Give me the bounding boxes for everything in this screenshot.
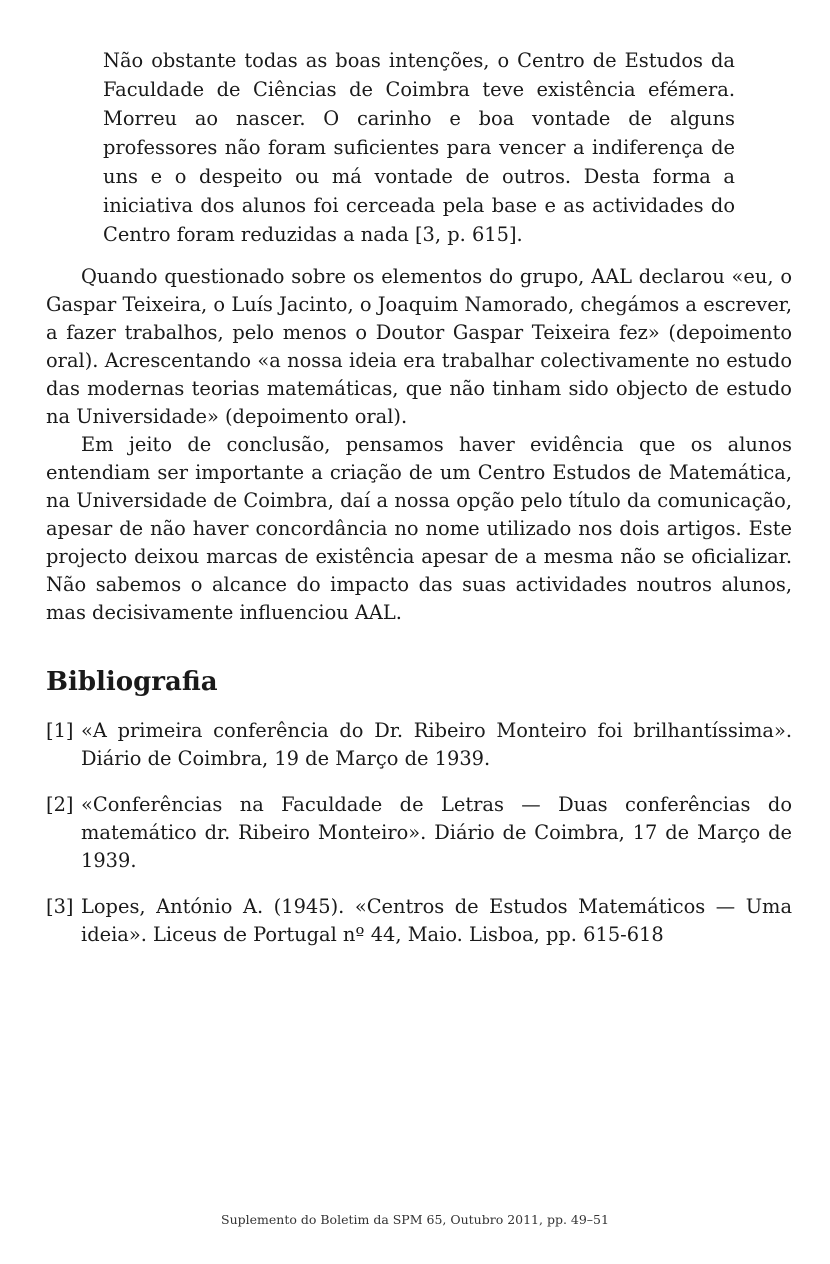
- bibliography-item: [46, 791, 792, 875]
- bibliography-list: [46, 717, 792, 949]
- bibliography-item-number: [2]: [46, 793, 74, 816]
- bibliography-item-text: «A primeira conferência do Dr. Ribeiro Monteiro foi brilhantíssima». Diário de Coimbra, 19 de Março de 1939.: [81, 719, 792, 770]
- bibliography-item-number: [3]: [46, 895, 74, 918]
- block-quote: Não obstante todas as boas intenções, o Centro de Estudos da Faculdade de Ciências de Coimbra teve existência efémera. Morreu ao nascer. O carinho e boa vontade de alguns professores não foram suficientes para vencer a indiferença de uns e o despeito ou má vontade de outros. Desta forma a iniciativa dos alunos foi cerceada pela base e as actividades do Centro foram reduzidas a nada [3, p. 615].: [103, 49, 735, 246]
- bibliography-item-number: [1]: [46, 719, 74, 742]
- bibliography-item-text: «Conferências na Faculdade de Letras — Duas conferências do matemático dr. Ribeiro Monteiro». Diário de Coimbra, 17 de Março de 1939.: [81, 793, 792, 872]
- bibliography-heading: Bibliografia: [46, 667, 218, 697]
- bibliography-item: [46, 893, 792, 949]
- bibliography-item: [46, 717, 792, 773]
- body-paragraph-2: Em jeito de conclusão, pensamos haver evidência que os alunos entendiam ser importante a criação de um Centro Estudos de Matemática, na Universidade de Coimbra, daí a nossa opção pelo título da comunicação, apesar de não haver concordância no nome utilizado nos dois artigos. Este projecto deixou marcas de existência apesar de a mesma não se oficializar. Não sabemos o alcance do impacto das suas actividades noutros alunos, mas decisivamente influenciou AAL.: [46, 433, 792, 624]
- body-paragraph-1: Quando questionado sobre os elementos do grupo, AAL declarou «eu, o Gaspar Teixeira, o Luís Jacinto, o Joaquim Namorado, chegámos a escrever, a fazer trabalhos, pelo menos o Doutor Gaspar Teixeira fez» (depoimento oral). Acrescentando «a nossa ideia era trabalhar colectivamente no estudo das modernas teorias matemáticas, que não tinham sido objecto de estudo na Universidade» (depoimento oral).: [46, 265, 792, 428]
- page-footer: Suplemento do Boletim da SPM 65, Outubro 2011, pp. 49–51: [221, 1212, 609, 1227]
- bibliography-item-text: Lopes, António A. (1945). «Centros de Estudos Matemáticos — Uma ideia». Liceus de Portugal nº 44, Maio. Lisboa, pp. 615-618: [81, 895, 792, 946]
- page-content: [46, 46, 792, 967]
